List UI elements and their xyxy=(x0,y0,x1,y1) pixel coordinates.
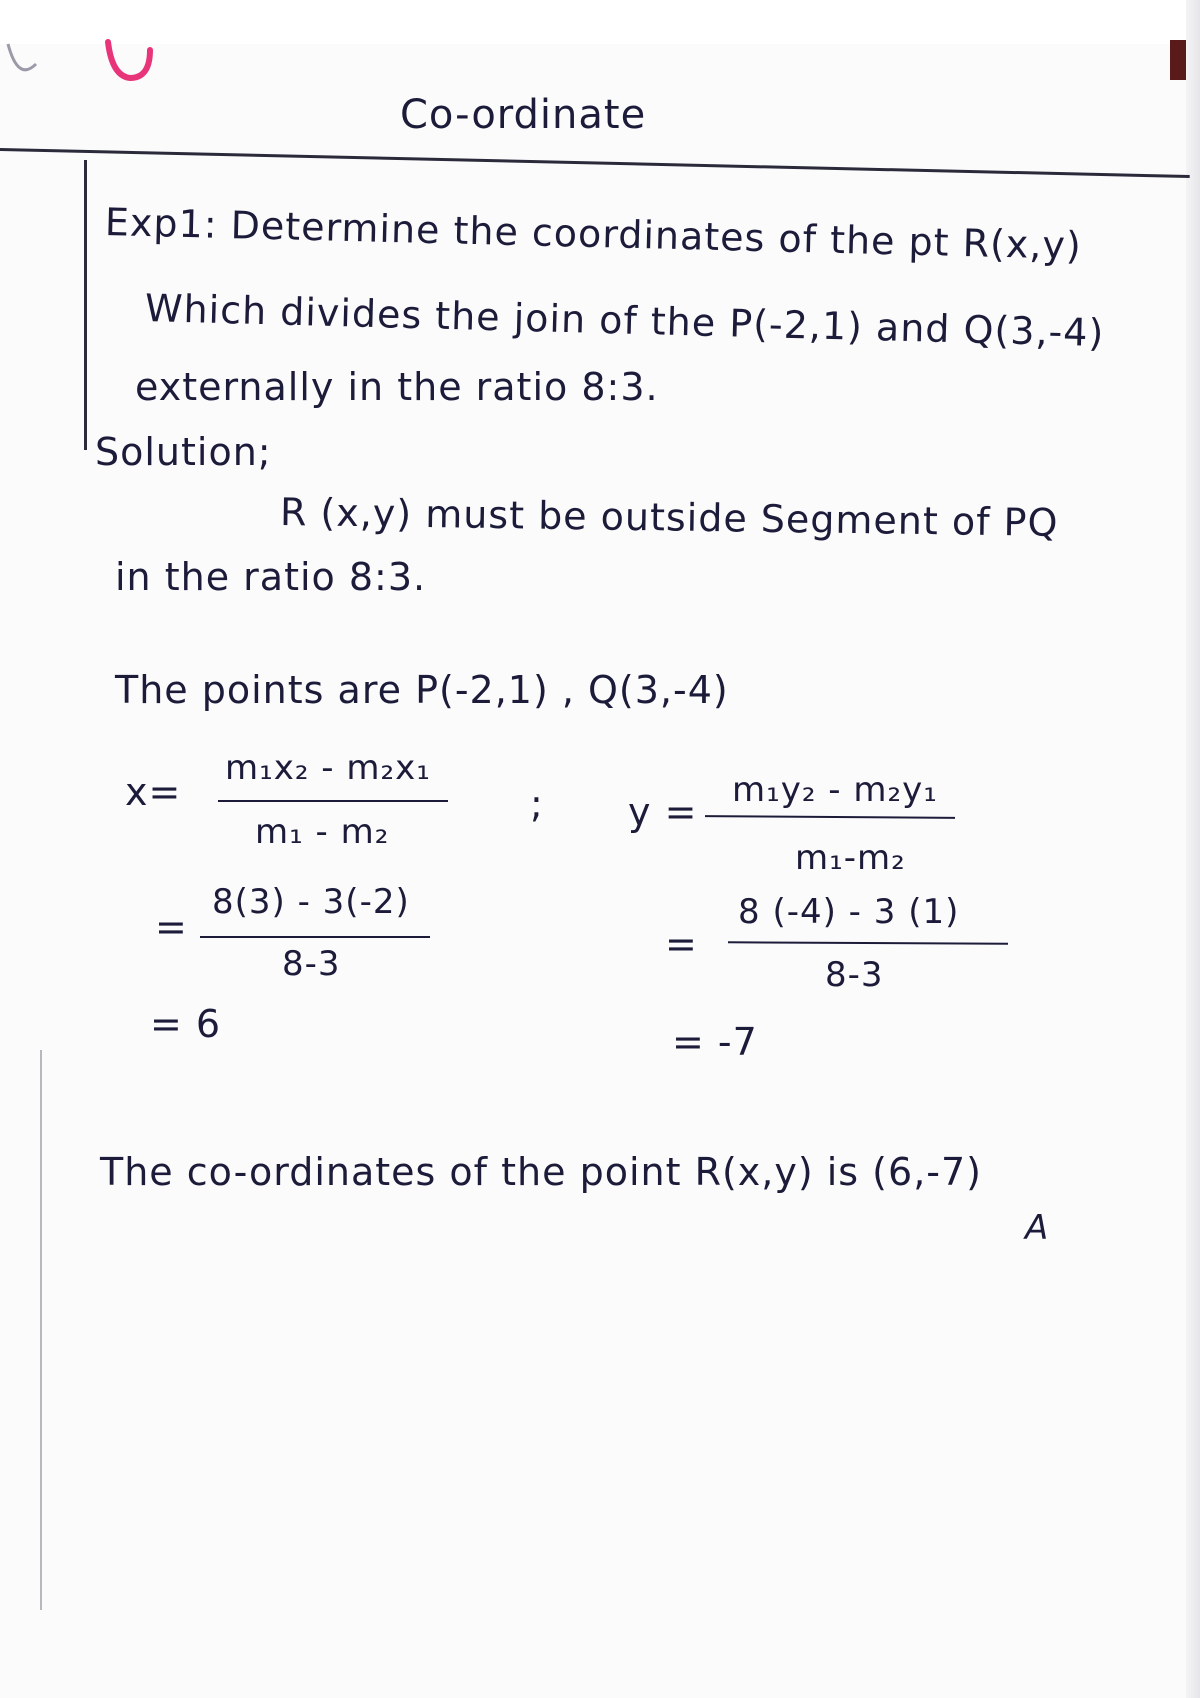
margin-rule-lower xyxy=(40,1050,42,1610)
x-numerator: m₁x₂ - m₂x₁ xyxy=(225,748,431,788)
y-sub-denominator: 8-3 xyxy=(825,955,884,995)
solution-points: The points are P(-2,1) , Q(3,-4) xyxy=(115,668,729,712)
problem-line-1: Exp1: Determine the coordinates of the pt R(x,y) xyxy=(104,200,1083,268)
top-strip xyxy=(0,0,1200,44)
y-result: = -7 xyxy=(672,1020,758,1064)
y-lhs: y = xyxy=(628,790,698,834)
binder-ring-icon xyxy=(0,36,170,96)
x-sub-denominator: 8-3 xyxy=(282,944,341,984)
header-rule xyxy=(0,148,1190,178)
conclusion-mark: A xyxy=(1025,1208,1050,1248)
y-denominator: m₁-m₂ xyxy=(795,838,906,878)
x-fraction-bar xyxy=(218,800,448,802)
problem-line-2: Which divides the join of the P(-2,1) and Q(3,-4) xyxy=(144,286,1105,356)
problem-line-3: externally in the ratio 8:3. xyxy=(135,365,659,409)
margin-rule xyxy=(84,160,87,450)
x-eq: = xyxy=(155,905,188,949)
page-title: Co-ordinate xyxy=(400,92,647,138)
y-eq: = xyxy=(665,922,698,966)
x-sub-fraction-bar xyxy=(200,936,430,938)
y-sub-numerator: 8 (-4) - 3 (1) xyxy=(738,892,960,932)
conclusion-text: The co-ordinates of the point R(x,y) is (6,-7) xyxy=(100,1150,982,1194)
solution-heading: Solution; xyxy=(95,430,272,474)
formula-separator: ; xyxy=(530,782,544,826)
x-result: = 6 xyxy=(150,1002,222,1046)
x-sub-numerator: 8(3) - 3(-2) xyxy=(212,882,410,922)
x-lhs: x= xyxy=(125,770,182,814)
y-numerator: m₁y₂ - m₂y₁ xyxy=(732,770,938,810)
solution-line-2: in the ratio 8:3. xyxy=(115,555,427,599)
y-sub-fraction-bar xyxy=(728,941,1008,944)
y-fraction-bar xyxy=(705,815,955,819)
page-right-edge xyxy=(1186,0,1200,1698)
solution-line-1: R (x,y) must be outside Segment of PQ xyxy=(279,490,1059,545)
x-denominator: m₁ - m₂ xyxy=(255,812,390,852)
